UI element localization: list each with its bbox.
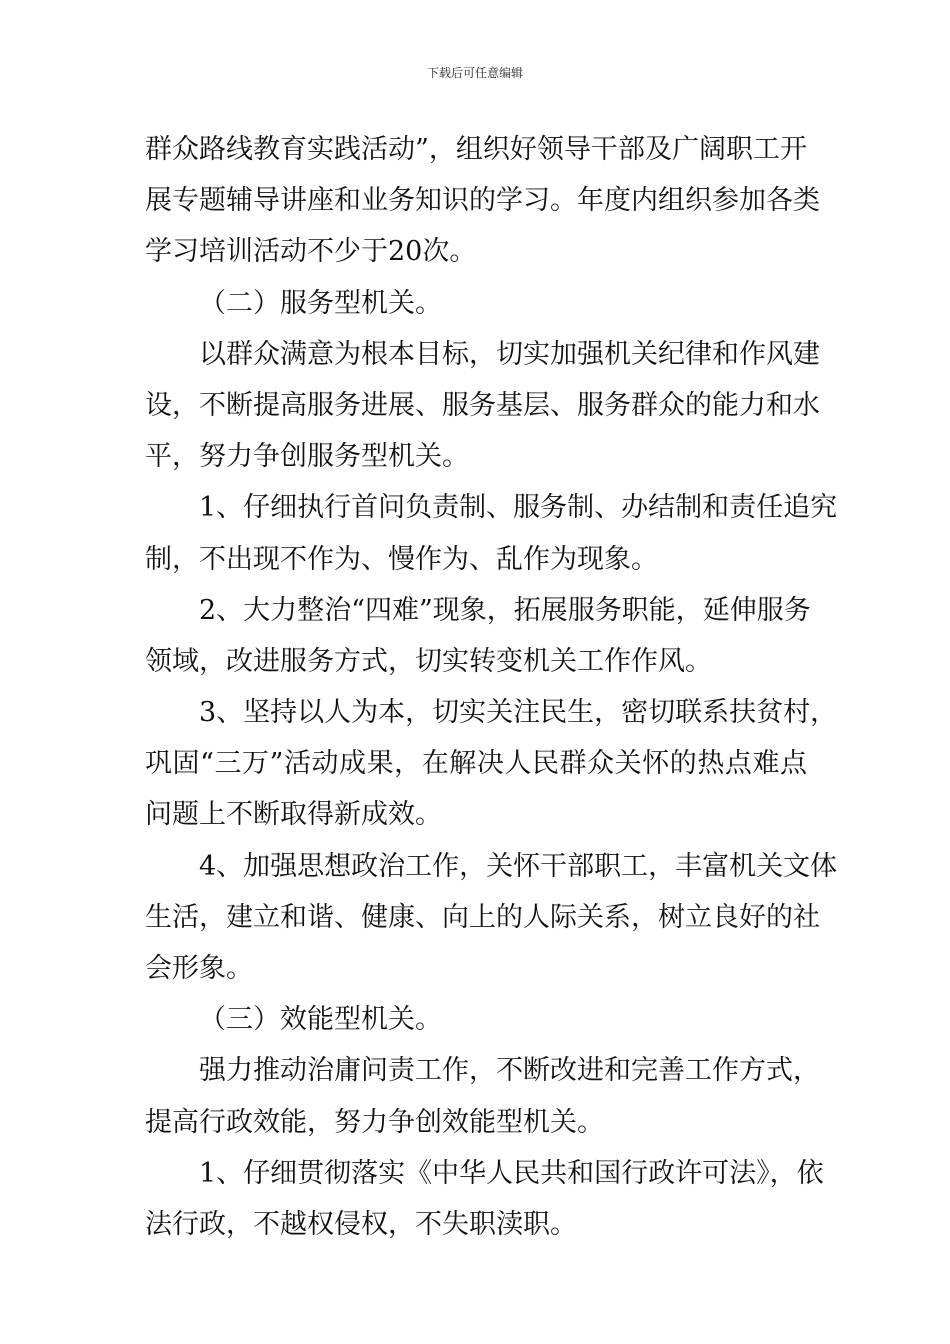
text-line: 设，不断提高服务进展、服务基层、服务群众的能力和水 <box>145 389 820 421</box>
text-line: 法行政，不越权侵权，不失职渎职。 <box>145 1208 577 1240</box>
text-line: 领域，改进服务方式，切实转变机关工作作风。 <box>145 645 712 677</box>
text-line: 2、大力整治“四难”现象，拓展服务职能，延伸服务 <box>199 594 811 626</box>
text-line: 群众路线教育实践活动”，组织好领导干部及广阔职工开 <box>145 134 807 165</box>
text-line: 提高行政效能，努力争创效能型机关。 <box>145 1106 604 1138</box>
text-line: 制，不出现不作为、慢作为、乱作为现象。 <box>145 543 658 575</box>
text-line: 3、坚持以人为本，切实关注民生，密切联系扶贫村， <box>199 697 838 729</box>
text-line: 学习培训活动不少于20次。 <box>145 236 477 268</box>
text-line: 展专题辅导讲座和业务知识的学习。年度内组织参加各类 <box>145 185 820 217</box>
text-line: 4、加强思想政治工作，关怀干部职工，丰富机关文体 <box>199 850 838 882</box>
text-line: 生活，建立和谐、健康、向上的人际关系，树立良好的社 <box>145 901 820 933</box>
text-line: 巩固“三万”活动成果，在解决人民群众关怀的热点难点 <box>145 748 807 780</box>
section-heading: （三）效能型机关。 <box>199 1004 442 1036</box>
text-line: 1、仔细执行首问负责制、服务制、办结制和责任追究 <box>199 492 838 524</box>
section-heading: （二）服务型机关。 <box>199 287 442 319</box>
document-body <box>145 124 838 1250</box>
text-line: 问题上不断取得新成效。 <box>145 799 442 831</box>
text-line: 平，努力争创服务型机关。 <box>145 441 469 473</box>
text-line: 1、仔细贯彻落实《中华人民共和国行政许可法》，依 <box>199 1157 824 1189</box>
page-header: 下载后可任意编辑 <box>426 66 523 80</box>
text-line: 强力推动治庸问责工作，不断改进和完善工作方式， <box>199 1055 820 1087</box>
text-line: 以群众满意为根本目标，切实加强机关纪律和作风建 <box>199 338 820 370</box>
text-line: 会形象。 <box>145 953 253 984</box>
